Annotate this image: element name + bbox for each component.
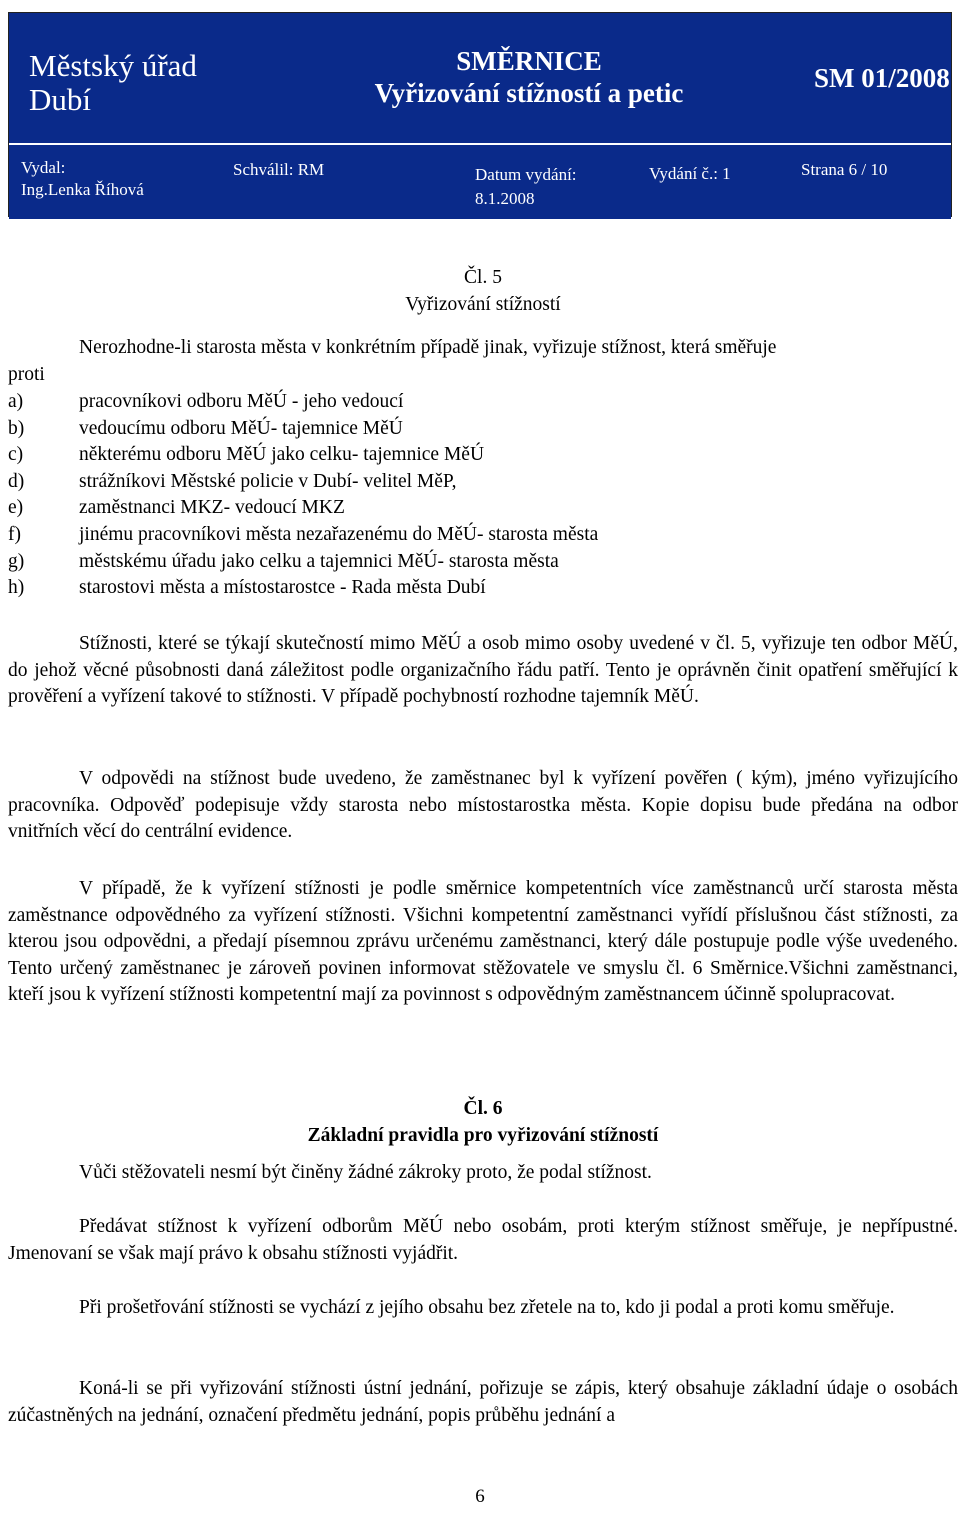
article-6-title: Základní pravidla pro vyřizování stížností [307, 1124, 659, 1146]
paragraph: Koná-li se při vyřizování stížnosti ústní jednání, pořizuje se zápis, který obsahuje základní údaje o osobách zúčastněných na jednání, označení předmětu jednání, popis průběhu jednání a [8, 1378, 958, 1426]
article-5 [8, 265, 958, 318]
article-6-para-3 [8, 1295, 958, 1322]
title-line1: SMĚRNICE [456, 46, 602, 76]
list-item [8, 389, 958, 416]
list-item [8, 549, 958, 576]
header-top-row [9, 13, 951, 141]
list-item-label: f) [8, 523, 21, 545]
article-6-para-2 [8, 1214, 958, 1267]
list-item-text: pracovníkovi odboru MěÚ - jeho vedoucí [79, 391, 404, 412]
article-5-heading: Čl. 5 [464, 267, 502, 288]
paragraph: Stížnosti, které se týkají skutečností mimo MěÚ a osob mimo osoby uvedené v čl. 5, vyřizuje ten odbor MěÚ, do jehož věcné působnosti daná záležitost podle organizačního řádu patří. Tento je oprávněn činit opatření směřující k prověření a vyřízení takové to stížnosti. V případě pochybností rozhodne tajemník MěÚ. [8, 633, 958, 708]
list-item-text: městskému úřadu jako celku a tajemnici MěÚ- starosta města [79, 550, 559, 572]
list-item-text: některému odboru MěÚ jako celku- tajemnice MěÚ [79, 444, 485, 466]
issued-by-label: Vydal: [21, 158, 66, 177]
approved-by: Schválil: RM [233, 160, 325, 179]
issued-by-name: Ing.Lenka Říhová [21, 180, 144, 199]
article-5-title: Vyřizování stížností [405, 293, 561, 315]
org-line1: Městský úřad [29, 48, 197, 83]
list-item-label: g) [8, 550, 25, 572]
list-item [8, 495, 958, 522]
article-5-para-1 [8, 631, 958, 711]
list-item-text: vedoucímu odboru MěÚ- tajemnice MěÚ [79, 417, 403, 439]
list-item [8, 442, 958, 469]
article-5-para-3 [8, 876, 958, 1009]
date-label: Datum vydání: [475, 165, 577, 184]
page-indicator: Strana 6 / 10 [801, 160, 888, 179]
title-line2: Vyřizování stížností a petic [374, 78, 684, 108]
article-5-intro [8, 335, 958, 388]
article-5-list [8, 389, 958, 602]
paragraph: Vůči stěžovateli nesmí být činěny žádné zákroky proto, že podal stížnost. [79, 1162, 652, 1183]
intro-first-line: Nerozhodne-li starosta města v konkrétním případě jinak, vyřizuje stížnost, která směřuje [79, 337, 777, 358]
paragraph: V případě, že k vyřízení stížnosti je podle směrnice kompetentních více zaměstnanců určí starosta města zaměstnance odpovědného za vyřízení stížnosti. Všichni kompetentní zaměstnanci vyřídí příslušnou část stížnosti, za kterou jsou odpovědni, a předají písemnou zprávu určenému zaměstnanci, který dále postupuje podle výše uvedeného. Tento určený zaměstnanec je zároveň povinen informovat stěžovatele ve smyslu čl. 6 Směrnice.Všichni zaměstnanci, kteří jsou k vyřízení stížnosti kompetentní mají za povinnost s odpovědným zaměstnancem účinně spolupracovat. [8, 878, 958, 1006]
edition: Vydání č.: 1 [649, 164, 731, 183]
paragraph: Předávat stížnost k vyřízení odborům MěÚ nebo osobám, proti kterým stížnost směřuje, je nepřípustné. Jmenovaní se však mají právo k obsahu stížnosti vyjádřit. [8, 1216, 958, 1264]
page-number: 6 [475, 1486, 485, 1507]
directive-title [359, 45, 699, 109]
list-item-label: h) [8, 577, 25, 599]
list-item-label: e) [8, 497, 24, 519]
list-item-text: strážníkovi Městské policie v Dubí- velitel MěP, [79, 470, 457, 492]
list-item-text: jinému pracovníkovi města nezařazenému do MěÚ- starosta města [79, 523, 599, 545]
list-item [8, 469, 958, 496]
org-name [29, 49, 197, 117]
article-6-para-4 [8, 1376, 958, 1429]
list-item-label: b) [8, 417, 25, 439]
org-line2: Dubí [29, 82, 91, 117]
article-6-para-1 [8, 1160, 958, 1187]
paragraph: Při prošetřování stížnosti se vychází z jejího obsahu bez zřetele na to, kdo ji podal a proti komu směřuje. [79, 1297, 895, 1318]
article-6-heading: Čl. 6 [463, 1098, 503, 1119]
article-6 [8, 1096, 958, 1149]
list-item-label: a) [8, 391, 24, 412]
document-header [8, 12, 952, 217]
date-value: 8.1.2008 [475, 189, 535, 208]
list-item-text: zaměstnanci MKZ- vedoucí MKZ [79, 497, 345, 519]
issued-by [21, 157, 144, 201]
paragraph: V odpovědi na stížnost bude uvedeno, že zaměstnanec byl k vyřízení pověřen ( kým), jméno vyřizujícího pracovníka. Odpověď podepisuje vždy starosta nebo místostarostka města. Kopie dopisu bude předána na odbor vnitřních věcí do centrální evidence. [8, 768, 958, 843]
header-meta-row [9, 143, 951, 219]
issue-date [475, 163, 577, 211]
list-item [8, 522, 958, 549]
list-item-label: c) [8, 444, 24, 466]
list-item-label: d) [8, 470, 25, 492]
list-item-text: starostovi města a místostarostce - Rada města Dubí [79, 577, 486, 599]
list-item [8, 416, 958, 443]
article-5-para-2 [8, 766, 958, 846]
list-item [8, 575, 958, 602]
doc-number: SM 01/2008 [814, 63, 950, 93]
intro-second-line: proti [8, 363, 45, 385]
